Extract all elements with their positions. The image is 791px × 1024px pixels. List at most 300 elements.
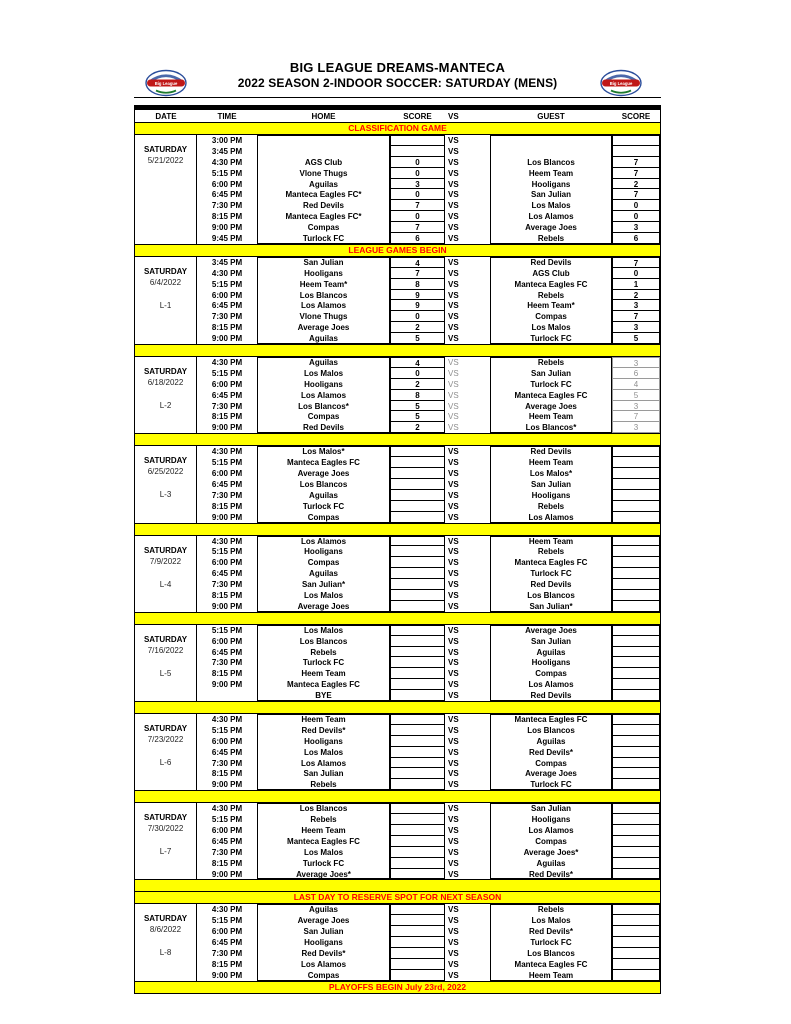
guest-team-cell: Los Blancos bbox=[527, 590, 575, 600]
guest-score-cell bbox=[612, 714, 660, 725]
vs-label: VS bbox=[448, 412, 459, 422]
time-cell: 7:30 PM bbox=[211, 949, 243, 958]
guest-team-cell: Los Blancos* bbox=[525, 423, 577, 433]
time-cell: 6:00 PM bbox=[211, 636, 243, 646]
guest-team-cell: Aguilas bbox=[536, 736, 566, 746]
home-team-cell: Heem Team* bbox=[299, 279, 348, 289]
vs-label: VS bbox=[448, 836, 459, 846]
home-score-cell bbox=[390, 858, 445, 869]
vs-label: VS bbox=[448, 680, 459, 690]
guest-team-cell: Manteca Eagles FC bbox=[514, 714, 588, 724]
vs-label: VS bbox=[448, 401, 459, 411]
home-score-cell bbox=[390, 636, 445, 647]
home-team-cell: Los Malos bbox=[303, 847, 344, 857]
vs-column bbox=[445, 446, 490, 522]
home-score-cell bbox=[390, 725, 445, 736]
time-cell: 8:15 PM bbox=[211, 212, 243, 222]
time-column bbox=[197, 257, 257, 344]
guest-score-cell bbox=[612, 736, 660, 747]
home-score-cell bbox=[390, 625, 445, 636]
home-team-cell: Aguilas bbox=[309, 569, 338, 579]
home-team-cell: Los Alamos bbox=[300, 390, 347, 400]
date-label: 6/18/2022 bbox=[147, 378, 184, 388]
gs-column bbox=[612, 135, 660, 244]
time-cell: 7:30 PM bbox=[211, 401, 243, 411]
vs-label: VS bbox=[448, 458, 459, 468]
vs-label: VS bbox=[448, 234, 459, 244]
vs-label: VS bbox=[448, 714, 459, 724]
vs-label: VS bbox=[448, 201, 459, 211]
guest-score-cell bbox=[612, 536, 660, 547]
home-team-cell: Compas bbox=[307, 970, 340, 980]
home-team-cell: Average Joes* bbox=[296, 869, 351, 879]
home-team-cell: Compas bbox=[307, 223, 340, 233]
guest-team-cell: Rebels bbox=[537, 358, 565, 368]
vs-label: VS bbox=[448, 168, 459, 178]
vs-label: VS bbox=[448, 558, 459, 568]
time-cell: 6:00 PM bbox=[211, 825, 243, 835]
home-score-cell bbox=[390, 579, 445, 590]
vs-label: VS bbox=[448, 905, 459, 915]
home-team-cell: Red Devils bbox=[303, 423, 344, 433]
vs-label: VS bbox=[448, 223, 459, 233]
date-cell bbox=[135, 357, 197, 433]
home-score-cell bbox=[390, 536, 445, 547]
guest-column bbox=[490, 446, 612, 522]
home-team-cell: BYE bbox=[315, 691, 332, 701]
guest-team-cell: Manteca Eagles FC bbox=[514, 390, 588, 400]
hs-column bbox=[390, 904, 445, 980]
day-label: SATURDAY bbox=[143, 367, 188, 377]
date-label: 6/25/2022 bbox=[147, 467, 184, 477]
column-header: TIME bbox=[217, 112, 237, 121]
hs-column bbox=[390, 803, 445, 879]
vs-label: VS bbox=[448, 512, 459, 522]
block-columns bbox=[197, 904, 660, 980]
guest-score-cell bbox=[612, 490, 660, 501]
guest-score-cell: 7 bbox=[612, 189, 660, 200]
hs-column bbox=[390, 625, 445, 701]
guest-team-cell: Compas bbox=[535, 836, 567, 846]
guest-score-cell: 3 bbox=[612, 401, 660, 412]
home-score-cell: 0 bbox=[390, 368, 445, 379]
day-label: SATURDAY bbox=[143, 145, 188, 154]
home-team-cell: Red Devils* bbox=[301, 725, 346, 735]
day-label: SATURDAY bbox=[143, 456, 188, 466]
home-team-cell: San Julian bbox=[303, 257, 344, 267]
hs-column bbox=[390, 446, 445, 522]
home-score-cell bbox=[390, 970, 445, 981]
block-columns bbox=[197, 357, 660, 433]
guest-score-cell: 3 bbox=[612, 300, 660, 311]
date-cell bbox=[135, 803, 197, 879]
guest-score-cell bbox=[612, 803, 660, 814]
vs-label: VS bbox=[448, 547, 459, 557]
time-cell: 8:15 PM bbox=[211, 501, 243, 511]
vs-label: VS bbox=[448, 157, 459, 167]
home-team-cell: Heem Team bbox=[301, 714, 346, 724]
guest-team-cell: AGS Club bbox=[532, 268, 570, 278]
vs-label: VS bbox=[448, 390, 459, 400]
home-team-cell: AGS Club bbox=[304, 157, 343, 167]
time-cell: 9:00 PM bbox=[211, 780, 243, 790]
guest-score-cell: 2 bbox=[612, 290, 660, 301]
home-team-cell: Los Alamos bbox=[300, 758, 347, 768]
vs-label: VS bbox=[448, 179, 459, 189]
guest-score-cell bbox=[612, 725, 660, 736]
guest-team-cell: Red Devils bbox=[530, 580, 572, 590]
time-cell: 6:00 PM bbox=[211, 558, 243, 568]
vs-label: VS bbox=[448, 669, 459, 679]
vs-column bbox=[445, 625, 490, 701]
guest-score-cell: 3 bbox=[612, 222, 660, 233]
guest-column bbox=[490, 625, 612, 701]
home-score-cell bbox=[390, 668, 445, 679]
guest-score-cell bbox=[612, 636, 660, 647]
time-cell bbox=[197, 690, 257, 701]
date-cell bbox=[135, 536, 197, 612]
home-score-cell: 9 bbox=[390, 290, 445, 301]
guest-score-cell bbox=[612, 135, 660, 146]
home-score-cell bbox=[390, 736, 445, 747]
home-score-cell bbox=[390, 479, 445, 490]
time-cell: 9:00 PM bbox=[211, 970, 243, 980]
date-label: 5/21/2022 bbox=[147, 156, 184, 165]
vs-label: VS bbox=[448, 869, 459, 879]
time-column bbox=[197, 446, 257, 522]
guest-score-cell bbox=[612, 768, 660, 779]
home-team-cell: Rebels bbox=[310, 647, 337, 657]
guest-team-cell: Heem Team bbox=[528, 168, 574, 178]
home-team-cell: Compas bbox=[307, 558, 340, 568]
time-cell: 7:30 PM bbox=[211, 201, 243, 211]
vs-label: VS bbox=[448, 423, 459, 433]
vs-label: VS bbox=[448, 580, 459, 590]
home-score-cell: 6 bbox=[390, 233, 445, 244]
home-score-cell: 0 bbox=[390, 157, 445, 168]
guest-score-cell bbox=[612, 146, 660, 157]
vs-column bbox=[445, 257, 490, 344]
time-cell: 7:30 PM bbox=[211, 580, 243, 590]
guest-team-cell: Manteca Eagles FC bbox=[514, 279, 588, 289]
block-columns bbox=[197, 446, 660, 522]
guest-team-cell: Manteca Eagles FC bbox=[514, 558, 588, 568]
guest-column bbox=[490, 135, 612, 244]
date-label: 7/30/2022 bbox=[147, 824, 184, 834]
guest-score-cell bbox=[612, 457, 660, 468]
vs-label: VS bbox=[448, 938, 459, 948]
column-header: DATE bbox=[155, 112, 177, 121]
vs-label: VS bbox=[448, 601, 459, 611]
vs-label: VS bbox=[448, 136, 459, 145]
vs-label: VS bbox=[448, 590, 459, 600]
time-cell: 8:15 PM bbox=[211, 669, 243, 679]
home-score-cell: 2 bbox=[390, 379, 445, 390]
vs-label: VS bbox=[448, 379, 459, 389]
home-team-cell: Manteca Eagles FC* bbox=[285, 190, 362, 200]
time-cell: 5:15 PM bbox=[211, 368, 243, 378]
guest-score-cell bbox=[612, 970, 660, 981]
home-score-cell bbox=[390, 926, 445, 937]
guest-team-cell: Rebels bbox=[537, 290, 565, 300]
column-header: GUEST bbox=[537, 112, 565, 121]
home-team-cell: Manteca Eagles FC bbox=[287, 680, 360, 690]
guest-team-cell: Heem Team bbox=[528, 970, 574, 980]
guest-column bbox=[490, 803, 612, 879]
time-cell: 6:00 PM bbox=[211, 290, 243, 300]
time-cell: 7:30 PM bbox=[211, 658, 243, 668]
schedule-sheet bbox=[134, 60, 661, 994]
day-label: SATURDAY bbox=[143, 545, 188, 555]
gs-column bbox=[612, 536, 660, 612]
schedule-block bbox=[134, 356, 661, 434]
home-team-cell: Average Joes bbox=[297, 469, 350, 479]
guest-team-cell: San Julian bbox=[530, 368, 571, 378]
separator-band bbox=[134, 344, 661, 357]
vs-label: VS bbox=[448, 916, 459, 926]
guest-team-cell: Hooligans bbox=[531, 658, 571, 668]
home-team-cell: Red Devils* bbox=[301, 949, 346, 958]
vs-label: VS bbox=[448, 312, 459, 322]
vs-label: VS bbox=[448, 927, 459, 937]
schedule-block bbox=[134, 256, 661, 345]
guest-score-cell: 3 bbox=[612, 322, 660, 333]
guest-score-cell bbox=[612, 479, 660, 490]
guest-team-cell: Turlock FC bbox=[530, 379, 572, 389]
page-subtitle: 2022 SEASON 2-INDOOR SOCCER: SATURDAY (MENS) bbox=[237, 76, 558, 90]
guest-team-cell: Average Joes bbox=[525, 401, 577, 411]
vs-label: VS bbox=[448, 146, 459, 156]
guest-team-cell bbox=[490, 135, 612, 146]
date-cell bbox=[135, 257, 197, 344]
home-column bbox=[257, 625, 390, 701]
home-column bbox=[257, 446, 390, 522]
home-team-cell: Los Malos bbox=[303, 747, 344, 757]
vs-label: VS bbox=[448, 725, 459, 735]
guest-team-cell: Average Joes bbox=[525, 625, 577, 635]
home-team-cell: Red Devils bbox=[303, 201, 344, 211]
time-cell: 4:30 PM bbox=[211, 268, 243, 278]
vs-label: VS bbox=[448, 301, 459, 311]
time-cell: 9:00 PM bbox=[211, 601, 243, 611]
time-cell: 9:00 PM bbox=[211, 680, 243, 690]
guest-score-cell bbox=[612, 468, 660, 479]
home-score-cell bbox=[390, 557, 445, 568]
guest-score-cell bbox=[612, 758, 660, 769]
vs-label: VS bbox=[448, 769, 459, 779]
guest-column bbox=[490, 536, 612, 612]
guest-score-cell bbox=[612, 948, 660, 959]
guest-team-cell: Los Blancos bbox=[527, 725, 575, 735]
guest-team-cell: Heem Team* bbox=[527, 301, 575, 311]
home-score-cell bbox=[390, 446, 445, 457]
time-cell: 5:15 PM bbox=[211, 279, 243, 289]
home-score-cell: 5 bbox=[390, 411, 445, 422]
separator-band bbox=[134, 433, 661, 446]
time-cell: 4:30 PM bbox=[211, 714, 243, 724]
guest-team-cell: Compas bbox=[535, 312, 567, 322]
home-team-cell: Los Blancos bbox=[299, 290, 348, 300]
date-cell bbox=[135, 714, 197, 790]
time-cell: 7:30 PM bbox=[211, 312, 243, 322]
time-cell: 8:15 PM bbox=[211, 412, 243, 422]
time-cell: 9:00 PM bbox=[211, 334, 243, 344]
guest-column bbox=[490, 714, 612, 790]
vs-label: VS bbox=[448, 501, 459, 511]
home-score-cell: 0 bbox=[390, 168, 445, 179]
guest-team-cell: Compas bbox=[535, 669, 567, 679]
vs-label: VS bbox=[448, 479, 459, 489]
home-score-cell bbox=[390, 146, 445, 157]
schedule-block bbox=[134, 624, 661, 702]
home-team-cell: Hooligans bbox=[304, 379, 343, 389]
vs-label: VS bbox=[448, 747, 459, 757]
league-label: L-5 bbox=[159, 668, 172, 678]
guest-score-cell bbox=[612, 546, 660, 557]
home-score-cell: 9 bbox=[390, 300, 445, 311]
home-score-cell bbox=[390, 490, 445, 501]
column-header: SCORE bbox=[621, 112, 651, 121]
guest-column bbox=[490, 904, 612, 980]
section-band: LEAGUE GAMES BEGIN bbox=[134, 244, 661, 257]
guest-score-cell bbox=[612, 915, 660, 926]
home-score-cell bbox=[390, 836, 445, 847]
time-cell: 9:00 PM bbox=[211, 512, 243, 522]
guest-team-cell bbox=[490, 146, 612, 157]
guest-team-cell: Aguilas bbox=[536, 858, 566, 868]
time-cell: 4:30 PM bbox=[211, 905, 243, 915]
guest-score-cell bbox=[612, 679, 660, 690]
home-score-cell bbox=[390, 747, 445, 758]
home-score-cell: 8 bbox=[390, 390, 445, 401]
home-team-cell: Manteca Eagles FC* bbox=[285, 212, 362, 222]
separator-band bbox=[134, 612, 661, 625]
day-label: SATURDAY bbox=[143, 723, 188, 733]
time-column bbox=[197, 536, 257, 612]
home-score-cell bbox=[390, 714, 445, 725]
vs-label: VS bbox=[448, 847, 459, 857]
guest-team-cell: Los Malos* bbox=[529, 469, 573, 479]
block-columns bbox=[197, 625, 660, 701]
vs-label: VS bbox=[448, 268, 459, 278]
home-team-cell: Aguilas bbox=[309, 358, 338, 368]
guest-team-cell: Manteca Eagles FC bbox=[514, 959, 588, 969]
time-cell: 8:15 PM bbox=[211, 769, 243, 779]
home-score-cell: 7 bbox=[390, 268, 445, 279]
guest-score-cell: 0 bbox=[612, 211, 660, 222]
guest-team-cell: Red Devils bbox=[530, 257, 572, 267]
guest-score-cell bbox=[612, 926, 660, 937]
home-column bbox=[257, 257, 390, 344]
guest-score-cell bbox=[612, 501, 660, 512]
guest-score-cell bbox=[612, 557, 660, 568]
home-score-cell bbox=[390, 568, 445, 579]
guest-score-cell bbox=[612, 747, 660, 758]
time-cell: 5:15 PM bbox=[211, 168, 243, 178]
guest-score-cell: 3 bbox=[612, 357, 660, 368]
guest-score-cell: 7 bbox=[612, 168, 660, 179]
guest-score-cell: 7 bbox=[612, 157, 660, 168]
time-cell: 6:45 PM bbox=[211, 647, 243, 657]
home-score-cell bbox=[390, 135, 445, 146]
guest-team-cell: Los Malos bbox=[531, 916, 571, 926]
guest-score-cell bbox=[612, 657, 660, 668]
home-team-cell: Average Joes bbox=[297, 323, 350, 333]
home-team-cell: Manteca Eagles FC bbox=[287, 836, 360, 846]
home-score-cell bbox=[390, 758, 445, 769]
vs-column bbox=[445, 357, 490, 433]
guest-team-cell: Rebels bbox=[537, 234, 565, 244]
home-team-cell: Turlock FC bbox=[302, 858, 345, 868]
home-score-cell: 0 bbox=[390, 211, 445, 222]
home-column bbox=[257, 357, 390, 433]
block-columns bbox=[197, 714, 660, 790]
column-header: SCORE bbox=[403, 112, 432, 121]
date-label: 7/16/2022 bbox=[147, 645, 184, 655]
guest-team-cell: Turlock FC bbox=[530, 780, 572, 790]
guest-team-cell: Turlock FC bbox=[530, 334, 572, 344]
guest-team-cell: Los Malos bbox=[531, 323, 571, 333]
time-cell: 5:15 PM bbox=[211, 458, 243, 468]
guest-score-cell bbox=[612, 601, 660, 612]
guest-team-cell: Aguilas bbox=[536, 647, 566, 657]
block-columns bbox=[197, 135, 660, 244]
home-score-cell: 0 bbox=[390, 311, 445, 322]
vs-label: VS bbox=[448, 736, 459, 746]
block-columns bbox=[197, 536, 660, 612]
home-team-cell: Los Alamos bbox=[300, 959, 347, 969]
home-score-cell: 4 bbox=[390, 357, 445, 368]
home-team-cell: Hooligans bbox=[304, 547, 343, 557]
home-team-cell: Vlone Thugs bbox=[299, 312, 348, 322]
home-score-cell: 2 bbox=[390, 422, 445, 433]
home-team-cell: Los Malos bbox=[303, 625, 344, 635]
guest-team-cell: Heem Team bbox=[528, 412, 574, 422]
date-label: 8/6/2022 bbox=[149, 925, 182, 935]
guest-team-cell: Average Joes bbox=[525, 223, 577, 233]
time-cell: 7:30 PM bbox=[211, 490, 243, 500]
time-cell: 6:45 PM bbox=[211, 938, 243, 948]
guest-team-cell: San Julian* bbox=[529, 601, 573, 611]
vs-label: VS bbox=[448, 780, 459, 790]
date-cell bbox=[135, 904, 197, 980]
vs-column bbox=[445, 135, 490, 244]
vs-label: VS bbox=[448, 647, 459, 657]
schedule-block bbox=[134, 134, 661, 245]
big-league-dreams-logo bbox=[144, 68, 188, 98]
guest-team-cell: Heem Team bbox=[528, 458, 574, 468]
home-team-cell bbox=[257, 146, 390, 157]
home-team-cell: San Julian bbox=[303, 769, 344, 779]
title-divider bbox=[134, 97, 661, 98]
home-team-cell bbox=[257, 135, 390, 146]
vs-label: VS bbox=[448, 257, 459, 267]
time-cell: 6:45 PM bbox=[211, 390, 243, 400]
guest-score-cell: 5 bbox=[612, 333, 660, 344]
time-cell: 4:30 PM bbox=[211, 804, 243, 814]
guest-score-cell: 7 bbox=[612, 411, 660, 422]
vs-label: VS bbox=[448, 815, 459, 825]
vs-label: VS bbox=[448, 970, 459, 980]
home-score-cell bbox=[390, 825, 445, 836]
vs-label: VS bbox=[448, 636, 459, 646]
time-column bbox=[197, 135, 257, 244]
vs-label: VS bbox=[448, 334, 459, 344]
guest-team-cell: Red Devils* bbox=[528, 747, 574, 757]
home-score-cell bbox=[390, 814, 445, 825]
home-team-cell: San Julian* bbox=[301, 580, 346, 590]
guest-team-cell: Rebels bbox=[537, 905, 565, 915]
